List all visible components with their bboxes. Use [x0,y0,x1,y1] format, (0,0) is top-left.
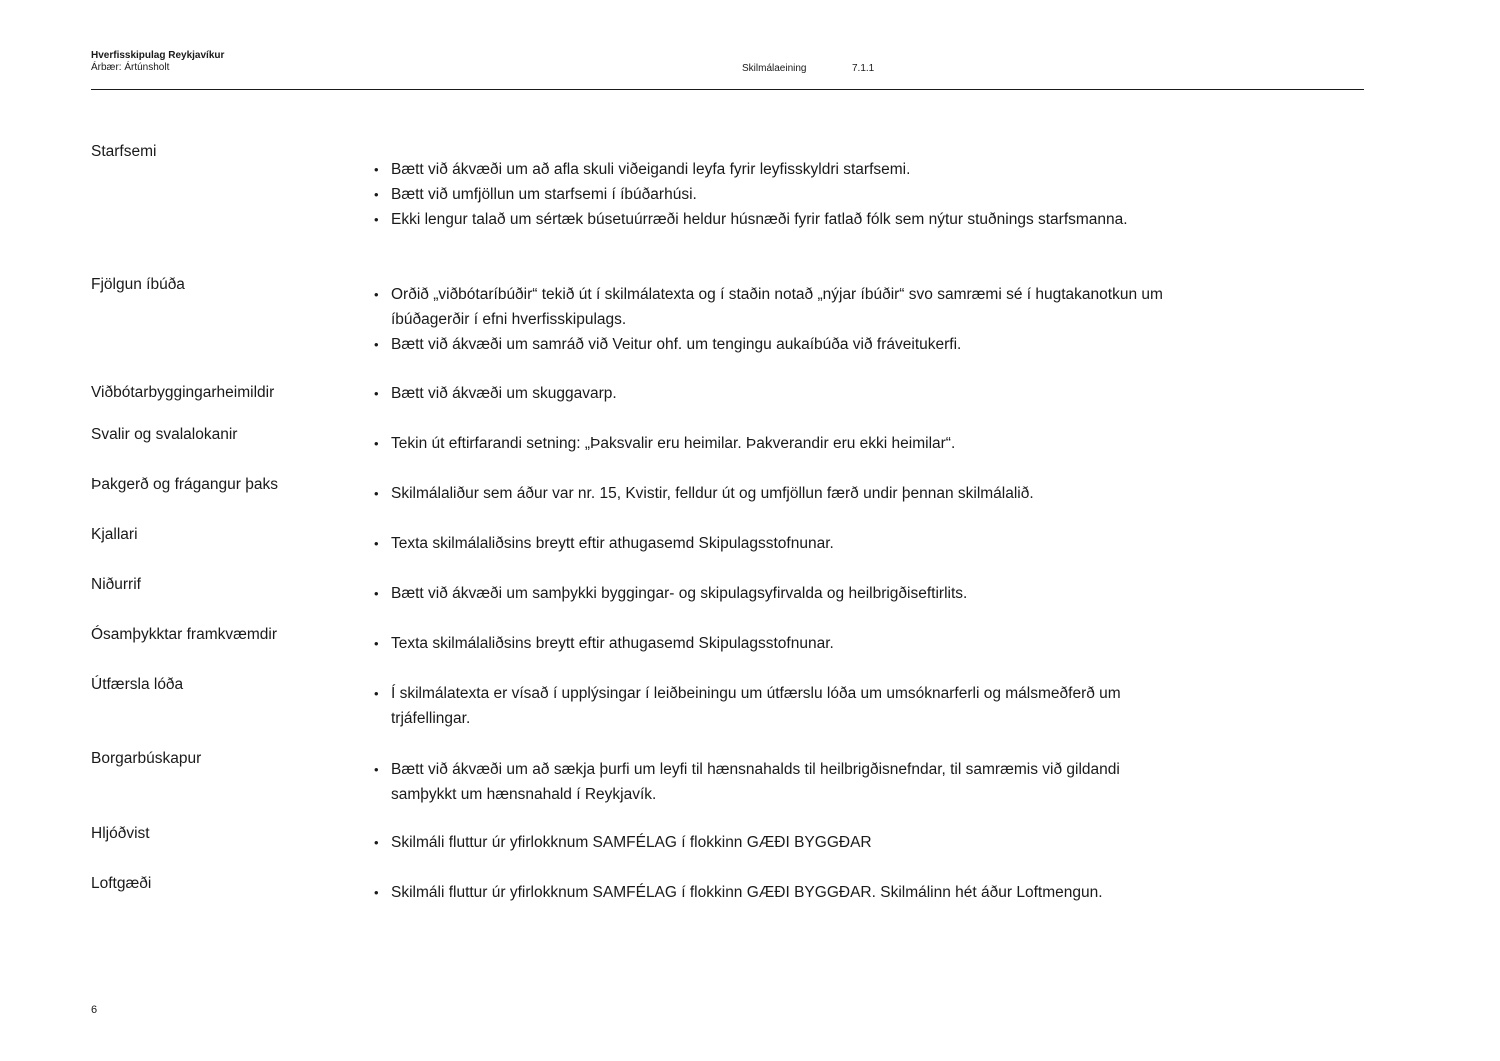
change-list [374,157,1174,232]
row-label: Hljóðvist [91,825,150,842]
list-item [374,182,1174,207]
list-item [374,282,1174,332]
bullet-icon: • [374,486,379,501]
row-label: Loftgæði [91,875,152,892]
list-item [374,581,1174,606]
bullet-icon: • [374,212,379,227]
section-label: Skilmálaeining [742,63,807,74]
change-list [374,481,1174,506]
row-label: Ósamþykktar framkvæmdir [91,626,278,643]
list-item-text: Orðið „viðbótaríbúðir“ tekið út í skilmálatexta og í staðin notað „nýjar íbúðir“ svo samræmi sé í hugtakanotkun um íbúðagerðir í efni hverfisskipulags. [391,286,1163,328]
list-item-text: Bætt við ákvæði um að sækja þurfi um leyfi til hænsnahalds til heilbrigðisnefndar, til samræmis við gildandi samþykkt um hænsnahald í Reykjavík. [391,761,1120,803]
change-list [374,431,1174,456]
header-divider [91,89,1364,90]
change-list [374,880,1194,905]
row-label: Útfærsla lóða [91,676,184,693]
list-item [374,431,1174,456]
bullet-icon: • [374,536,379,551]
section-number: 7.1.1 [852,63,875,74]
list-item [374,332,1174,357]
list-item-text: Í skilmálatexta er vísað í upplýsingar í leiðbeiningu um útfærslu lóða um umsóknarferli og málsmeðferð um trjáfellingar. [391,685,1121,727]
list-item [374,880,1194,905]
bullet-icon: • [374,287,379,302]
change-list [374,282,1174,357]
list-item [374,381,1174,406]
bullet-icon: • [374,187,379,202]
row-label: Viðbótarbyggingarheimildir [91,384,275,401]
list-item-text: Skilmálaliður sem áður var nr. 15, Kvistir, felldur út og umfjöllun færð undir þennan skilmálalið. [391,485,1034,502]
document-subtitle: Árbær: Ártúnsholt [91,62,170,73]
bullet-icon: • [374,686,379,701]
change-list [374,631,1174,656]
bullet-icon: • [374,762,379,777]
change-list [374,381,1174,406]
change-list [374,830,1174,855]
change-list [374,581,1174,606]
list-item [374,631,1174,656]
list-item-text: Texta skilmálaliðsins breytt eftir athugasemd Skipulagsstofnunar. [391,635,834,652]
list-item [374,681,1174,731]
list-item [374,531,1174,556]
list-item [374,207,1174,232]
bullet-icon: • [374,835,379,850]
row-label: Kjallari [91,526,138,543]
list-item [374,157,1174,182]
list-item [374,757,1174,807]
page-number: 6 [91,1004,98,1016]
bullet-icon: • [374,636,379,651]
list-item-text: Ekki lengur talað um sértæk búsetuúrræði heldur húsnæði fyrir fatlað fólk sem nýtur stuðnings starfsmanna. [391,211,1128,228]
list-item-text: Skilmáli fluttur úr yfirlokknum SAMFÉLAG í flokkinn GÆÐI BYGGÐAR. Skilmálinn hét áður Loftmengun. [391,884,1103,901]
list-item-text: Texta skilmálaliðsins breytt eftir athugasemd Skipulagsstofnunar. [391,535,834,552]
bullet-icon: • [374,337,379,352]
list-item-text: Bætt við ákvæði um samþykki byggingar- og skipulagsyfirvalda og heilbrigðiseftirlits. [391,585,968,602]
list-item-text: Bætt við ákvæði um samráð við Veitur ohf. um tengingu aukaíbúða við fráveitukerfi. [391,336,962,353]
list-item-text: Bætt við umfjöllun um starfsemi í íbúðarhúsi. [391,186,697,203]
list-item-text: Bætt við ákvæði um skuggavarp. [391,385,617,402]
row-label: Borgarbúskapur [91,750,202,767]
row-label: Fjölgun íbúða [91,276,185,293]
list-item [374,830,1174,855]
bullet-icon: • [374,386,379,401]
list-item-text: Skilmáli fluttur úr yfirlokknum SAMFÉLAG í flokkinn GÆÐI BYGGÐAR [391,834,872,851]
document-title: Hverfisskipulag Reykjavíkur [91,50,225,61]
row-label: Þakgerð og frágangur þaks [91,476,278,493]
bullet-icon: • [374,162,379,177]
row-label: Svalir og svalalokanir [91,426,238,443]
bullet-icon: • [374,885,379,900]
list-item-text: Bætt við ákvæði um að afla skuli viðeigandi leyfa fyrir leyfisskyldri starfsemi. [391,161,911,178]
change-list [374,681,1174,731]
change-list [374,757,1174,807]
bullet-icon: • [374,586,379,601]
row-label: Niðurrif [91,576,141,593]
change-list [374,531,1174,556]
bullet-icon: • [374,436,379,451]
row-label: Starfsemi [91,143,157,160]
list-item-text: Tekin út eftirfarandi setning: „Þaksvalir eru heimilar. Þakverandir eru ekki heimilar“. [391,435,956,452]
list-item [374,481,1174,506]
